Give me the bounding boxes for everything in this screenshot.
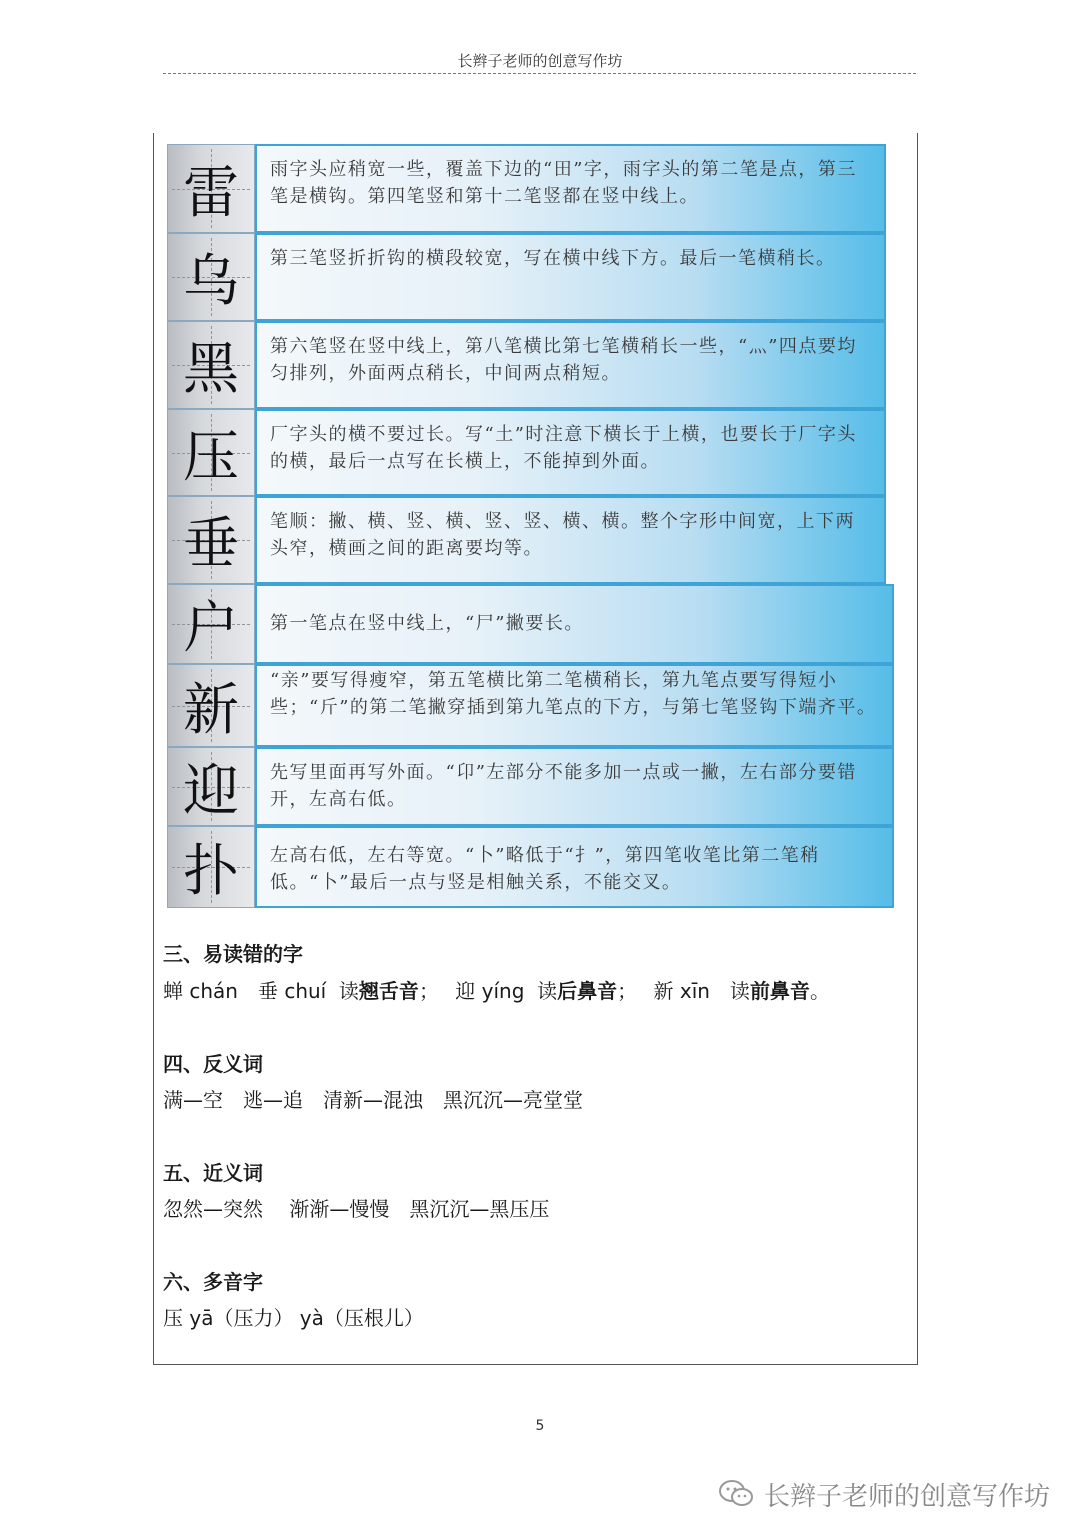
character-description: 雨字头应稍宽一些，覆盖下边的“田”字，雨字头的第二笔是点，第三笔是横钩。第四笔竖和第十二笔竖都在竖中线上。	[255, 144, 886, 233]
character-row	[167, 233, 886, 321]
character-row	[167, 747, 894, 826]
page-number: 5	[535, 1418, 545, 1434]
watermark	[718, 1474, 1050, 1514]
section-heading-polyphones: 六、多音字	[163, 1270, 263, 1294]
character-cell	[167, 584, 255, 664]
section-body-misread	[163, 975, 830, 1004]
character-cell	[167, 409, 255, 496]
misread-text: 。	[809, 979, 830, 1003]
character-cell	[167, 233, 255, 321]
character-description: 厂字头的横不要过长。写“土”时注意下横长于上横，也要长于厂字头的横，最后一点写在长横上，不能掉到外面。	[255, 409, 886, 496]
character-description: 第三笔竖折折钩的横段较宽，写在横中线下方。最后一笔横稍长。	[255, 233, 886, 321]
character-cell	[167, 664, 255, 747]
header-rule	[163, 73, 916, 74]
character-description: 左高右低，左右等宽。“卜”略低于“扌”，第四笔收笔比第二笔稍低。“卜”最后一点与竖是相触关系，不能交叉。	[255, 826, 894, 908]
character-glyph: 迎	[183, 758, 239, 824]
character-row	[167, 664, 894, 747]
character-description: “亲”要写得瘦窄，第五笔横比第二笔横稍长，第九笔点要写得短小些；“斤”的第二笔撇穿插到第九笔点的下方，与第七笔竖钩下端齐平。	[255, 664, 894, 747]
character-description: 第一笔点在竖中线上，“尸”撇要长。	[255, 584, 894, 664]
misread-emphasis: 后鼻音	[557, 979, 618, 1003]
character-description: 笔顺：撇、横、竖、横、竖、竖、横、横。整个字形中间宽，上下两头窄，横画之间的距离要均等。	[255, 496, 886, 584]
wechat-icon	[718, 1479, 754, 1509]
character-cell	[167, 747, 255, 826]
character-glyph: 雷	[183, 160, 239, 226]
character-glyph: 新	[183, 677, 239, 743]
misread-emphasis: 翘舌音	[358, 979, 419, 1003]
section-body-synonyms: 忽然—突然 渐渐—慢慢 黑沉沉—黑压压	[163, 1197, 550, 1221]
character-cell	[167, 321, 255, 409]
character-glyph: 扑	[183, 839, 239, 904]
character-glyph: 户	[183, 596, 239, 661]
watermark-text: 长辫子老师的创意写作坊	[763, 1481, 1050, 1512]
section-heading-antonyms: 四、反义词	[163, 1052, 263, 1076]
character-row	[167, 584, 894, 664]
misread-text: 蝉 chán 垂 chuí 读	[163, 979, 359, 1003]
character-row	[167, 496, 886, 584]
character-row	[167, 144, 886, 233]
character-row	[167, 321, 886, 409]
character-glyph: 垂	[183, 512, 239, 577]
character-cell	[167, 826, 255, 908]
character-cell	[167, 144, 255, 233]
character-glyph: 压	[183, 424, 239, 490]
page-header-title: 长辫子老师的创意写作坊	[457, 52, 623, 70]
character-glyph: 黑	[183, 337, 239, 402]
section-body-antonyms: 满—空 逃—追 清新—混浊 黑沉沉—亮堂堂	[163, 1088, 583, 1112]
character-row	[167, 826, 894, 908]
character-row	[167, 409, 886, 496]
misread-text: ； 新 xīn 读	[617, 979, 750, 1003]
character-description: 第六笔竖在竖中线上，第八笔横比第七笔横稍长一些，“灬”四点要均匀排列，外面两点稍长，中间两点稍短。	[255, 321, 886, 409]
misread-emphasis: 前鼻音	[749, 979, 810, 1003]
section-body-polyphones: 压 yā（压力） yà（压根儿）	[163, 1306, 424, 1330]
character-description: 先写里面再写外面。“卬”左部分不能多加一点或一撇，左右部分要错开，左高右低。	[255, 747, 894, 826]
character-glyph: 乌	[183, 249, 239, 314]
character-cell	[167, 496, 255, 584]
section-heading-synonyms: 五、近义词	[163, 1161, 263, 1185]
section-heading-misread: 三、易读错的字	[163, 942, 303, 966]
character-table	[167, 144, 894, 908]
misread-text: ； 迎 yíng 读	[418, 979, 558, 1003]
